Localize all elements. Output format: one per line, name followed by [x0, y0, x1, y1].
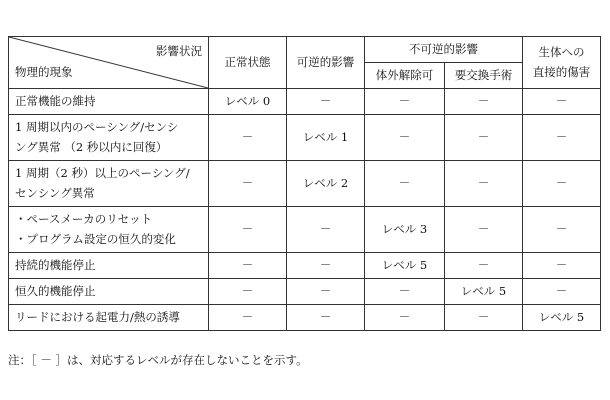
- level-cell: －: [445, 253, 523, 279]
- table-row: [9, 253, 601, 279]
- table-row: [9, 89, 601, 115]
- level-cell: －: [365, 89, 445, 115]
- level-cell: レベル 1: [287, 115, 365, 161]
- level-cell: －: [365, 279, 445, 305]
- level-cell: －: [445, 161, 523, 207]
- phenomenon-cell: [9, 161, 209, 207]
- level-cell: －: [523, 207, 601, 253]
- level-cell: －: [209, 115, 287, 161]
- level-cell: －: [365, 115, 445, 161]
- level-cell: －: [209, 305, 287, 331]
- phenomenon-cell: [9, 115, 209, 161]
- table-note: 注：［ － ］は、対応するレベルが存在しないことを示す。: [8, 353, 308, 367]
- level-cell: －: [365, 161, 445, 207]
- level-cell: －: [445, 89, 523, 115]
- level-cell: レベル 3: [365, 207, 445, 253]
- phenomenon-line: ・ペースメーカのリセット: [15, 211, 153, 226]
- level-cell: レベル 5: [445, 279, 523, 305]
- level-cell: －: [445, 115, 523, 161]
- level-cell: －: [287, 253, 365, 279]
- header-reversible: 可逆的影響: [287, 37, 365, 89]
- phenomenon-cell: [9, 207, 209, 253]
- header-normal-state: 正常状態: [209, 37, 287, 89]
- effect-status-label: 影響状況: [156, 44, 202, 58]
- level-cell: －: [365, 305, 445, 331]
- document: [8, 36, 601, 331]
- level-cell: －: [287, 279, 365, 305]
- table-row: [9, 161, 601, 207]
- level-cell: －: [523, 279, 601, 305]
- diagonal-header-cell: [9, 37, 209, 89]
- phenomenon-cell: 正常機能の維持: [9, 89, 209, 115]
- level-cell: －: [523, 115, 601, 161]
- level-cell: －: [287, 89, 365, 115]
- phenomenon-line: 1 周期以内のペーシング/センシ: [15, 119, 179, 134]
- level-cell: －: [287, 207, 365, 253]
- level-cell: レベル 5: [365, 253, 445, 279]
- level-cell: －: [523, 161, 601, 207]
- table-row: [9, 207, 601, 253]
- table-row: [9, 279, 601, 305]
- level-cell: －: [445, 305, 523, 331]
- phenomenon-cell: リードにおける起電力/熱の誘導: [9, 305, 209, 331]
- level-cell: －: [445, 207, 523, 253]
- header-direct-harm-line-1: 生体への: [538, 44, 585, 59]
- level-cell: レベル 0: [209, 89, 287, 115]
- phenomenon-cell: 恒久的機能停止: [9, 279, 209, 305]
- table-row: [9, 115, 601, 161]
- level-cell: レベル 2: [287, 161, 365, 207]
- phenomenon-line: センシング異常: [15, 185, 95, 200]
- header-direct-harm: [523, 37, 601, 89]
- level-cell: －: [209, 161, 287, 207]
- header-irreversible: 不可逆的影響: [365, 37, 523, 63]
- phenomenon-line: ング異常 （2 秒以内に回復）: [15, 139, 168, 154]
- level-cell: －: [523, 89, 601, 115]
- level-cell: －: [209, 207, 287, 253]
- level-cell: －: [209, 279, 287, 305]
- effect-level-table: [8, 36, 601, 331]
- level-cell: －: [523, 253, 601, 279]
- phenomenon-line: ・プログラム設定の恒久的変化: [15, 231, 176, 246]
- header-row-1: [9, 37, 601, 63]
- physical-phenomenon-label: 物理的現象: [15, 65, 73, 80]
- header-removable: 体外解除可: [365, 63, 445, 89]
- level-cell: －: [287, 305, 365, 331]
- phenomenon-line: 1 周期（2 秒）以上のペーシング/: [15, 165, 190, 180]
- level-cell: レベル 5: [523, 305, 601, 331]
- level-cell: －: [209, 253, 287, 279]
- header-direct-harm-line-2: 直接的傷害: [532, 64, 591, 79]
- phenomenon-cell: 持続的機能停止: [9, 253, 209, 279]
- table-row: [9, 305, 601, 331]
- header-replacement: 要交換手術: [445, 63, 523, 89]
